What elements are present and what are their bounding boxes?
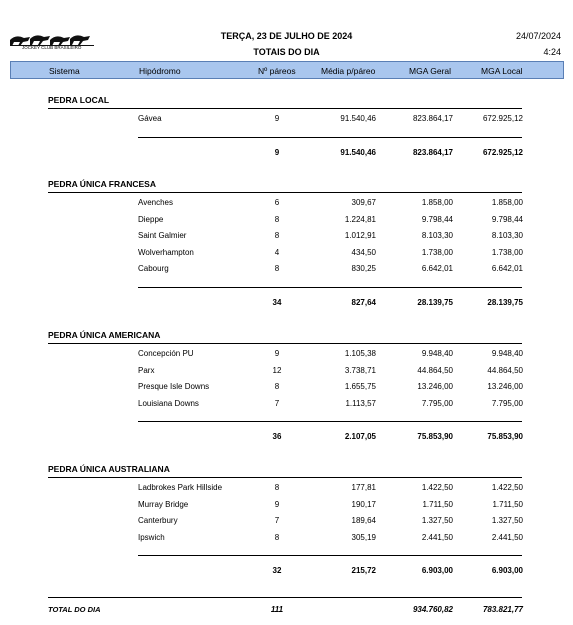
mga-geral-value: 44.864,50 — [417, 365, 453, 375]
logo-text: JOCKEY CLUB BRASILEIRO — [22, 45, 82, 50]
subtotal-mga-geral: 75.853,90 — [417, 432, 453, 442]
grand-total-mga-geral: 934.760,82 — [412, 605, 453, 614]
subtotal-divider — [138, 137, 522, 138]
subtotal-divider — [138, 287, 522, 288]
race-track-name: Dieppe — [138, 214, 164, 224]
section-title: PEDRA ÚNICA AMERICANA — [48, 330, 161, 340]
race-count: 12 — [272, 365, 282, 375]
subtotal-mga-local: 6.903,00 — [491, 566, 523, 576]
mga-geral-value: 9.798,44 — [421, 214, 453, 224]
subtotal-mga-local: 672.925,12 — [482, 147, 523, 157]
mga-local-value: 672.925,12 — [482, 114, 523, 123]
race-count: 8 — [274, 214, 280, 224]
mga-geral-value: 1.711,50 — [422, 499, 453, 509]
media-value: 309,67 — [351, 198, 376, 207]
race-count: 9 — [274, 114, 280, 123]
col-num-pareos: Nº páreos — [258, 66, 296, 76]
mga-local-value: 1.738,00 — [491, 247, 523, 257]
mga-geral-value: 823.864,17 — [412, 114, 453, 123]
race-track-name: Saint Galmier — [138, 231, 187, 241]
media-value: 189,64 — [351, 516, 376, 526]
col-media-pareo: Média p/páreo — [321, 66, 376, 76]
media-value: 830,25 — [351, 264, 376, 274]
race-track-name: Presque Isle Downs — [138, 382, 210, 392]
mga-geral-value: 13.246,00 — [417, 382, 453, 392]
mga-geral-value: 1.738,00 — [421, 247, 453, 257]
race-track-name: Canterbury — [138, 516, 178, 526]
subtotal-race-count: 36 — [272, 432, 282, 442]
race-count: 7 — [274, 398, 280, 408]
media-value: 190,17 — [351, 499, 376, 509]
race-track-name: Parx — [138, 365, 155, 375]
subtotal-race-count: 32 — [272, 566, 282, 576]
mga-local-value: 2.441,50 — [491, 532, 523, 542]
subtotal-mga-local: 75.853,90 — [487, 432, 523, 442]
mga-local-value: 9.798,44 — [491, 214, 523, 224]
media-value: 3.738,71 — [344, 365, 376, 375]
race-track-name: Wolverhampton — [138, 247, 194, 257]
grand-total-mga-local: 783.821,77 — [482, 605, 523, 614]
col-hipodromo: Hipódromo — [139, 66, 181, 76]
mga-local-value: 44.864,50 — [487, 365, 523, 375]
section-divider — [48, 343, 522, 344]
report-time: 4:24 — [543, 47, 561, 57]
media-value: 1.224,81 — [344, 214, 376, 224]
race-track-name: Cabourg — [138, 264, 169, 274]
section-divider — [48, 477, 522, 478]
column-header-bar — [10, 61, 564, 79]
subtotal-race-count: 34 — [272, 298, 282, 307]
mga-geral-value: 1.422,50 — [421, 483, 453, 492]
subtotal-divider — [138, 421, 522, 422]
grand-total-race-count: 111 — [270, 605, 284, 614]
mga-geral-value: 1.858,00 — [421, 198, 453, 207]
col-mga-local: MGA Local — [481, 66, 523, 76]
subtotal-mga-geral: 28.139,75 — [417, 298, 453, 307]
section-title: PEDRA ÚNICA AUSTRALIANA — [48, 464, 170, 474]
mga-local-value: 8.103,30 — [491, 231, 523, 241]
race-count: 8 — [274, 483, 280, 492]
race-count: 9 — [274, 499, 280, 509]
subtotal-mga-geral: 823.864,17 — [412, 147, 453, 157]
media-value: 1.655,75 — [344, 382, 376, 392]
media-value: 305,19 — [351, 532, 376, 542]
race-count: 8 — [274, 231, 280, 241]
report-subtitle: TOTAIS DO DIA — [253, 47, 320, 57]
subtotal-mga-geral: 6.903,00 — [421, 566, 453, 576]
col-sistema: Sistema — [49, 66, 80, 76]
media-value: 1.105,38 — [344, 349, 376, 358]
subtotal-media: 827,64 — [351, 298, 376, 307]
mga-geral-value: 1.327,50 — [421, 516, 453, 526]
mga-geral-value: 2.441,50 — [421, 532, 453, 542]
subtotal-race-count: 9 — [274, 147, 280, 157]
mga-geral-value: 9.948,40 — [421, 349, 453, 358]
media-value: 1.113,57 — [345, 398, 376, 408]
race-track-name: Ipswich — [138, 532, 165, 542]
media-value: 1.012,91 — [344, 231, 376, 241]
mga-local-value: 9.948,40 — [491, 349, 523, 358]
mga-local-value: 7.795,00 — [491, 398, 523, 408]
subtotal-media: 2.107,05 — [344, 432, 376, 442]
grand-total-divider — [48, 597, 522, 598]
section-title: PEDRA ÚNICA FRANCESA — [48, 179, 156, 189]
report-date: 24/07/2024 — [515, 31, 561, 41]
mga-geral-value: 7.795,00 — [421, 398, 453, 408]
mga-local-value: 6.642,01 — [491, 264, 523, 274]
subtotal-media: 215,72 — [351, 566, 376, 576]
section-divider — [48, 108, 522, 109]
media-value: 177,81 — [351, 483, 376, 492]
race-track-name: Ladbrokes Park Hillside — [138, 483, 223, 492]
race-track-name: Avenches — [138, 198, 173, 207]
subtotal-mga-local: 28.139,75 — [487, 298, 523, 307]
race-track-name: Murray Bridge — [138, 499, 189, 509]
race-track-name: Gávea — [138, 114, 162, 123]
race-count: 8 — [274, 382, 280, 392]
mga-local-value: 1.327,50 — [491, 516, 523, 526]
grand-total-label: TOTAL DO DIA — [48, 605, 101, 614]
mga-local-value: 13.246,00 — [487, 382, 523, 392]
race-count: 7 — [274, 516, 280, 526]
media-value: 91.540,46 — [340, 114, 376, 123]
race-count: 8 — [274, 264, 280, 274]
media-value: 434,50 — [351, 247, 376, 257]
subtotal-media: 91.540,46 — [340, 147, 376, 157]
mga-local-value: 1.711,50 — [492, 499, 523, 509]
section-title: PEDRA LOCAL — [48, 95, 110, 105]
mga-geral-value: 8.103,30 — [421, 231, 453, 241]
mga-local-value: 1.858,00 — [491, 198, 523, 207]
report-title: TERÇA, 23 DE JULHO DE 2024 — [220, 31, 353, 41]
race-track-name: Concepción PU — [138, 349, 194, 358]
race-count: 9 — [274, 349, 280, 358]
race-count: 8 — [274, 532, 280, 542]
race-count: 4 — [274, 247, 280, 257]
section-divider — [48, 192, 522, 193]
col-mga-geral: MGA Geral — [409, 66, 452, 76]
mga-geral-value: 6.642,01 — [421, 264, 453, 274]
race-count: 6 — [274, 198, 280, 207]
mga-local-value: 1.422,50 — [491, 483, 523, 492]
subtotal-divider — [138, 555, 522, 556]
race-track-name: Louisiana Downs — [138, 398, 199, 408]
